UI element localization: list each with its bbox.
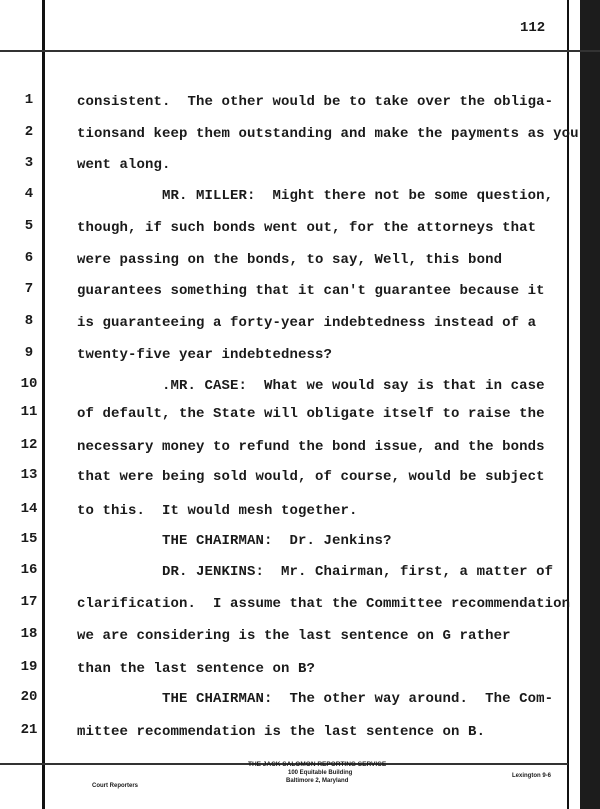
line-number: 7 [24, 281, 34, 297]
transcript-line: consistent. The other would be to take over the obliga- [77, 94, 554, 110]
footer-company: THE JACK SALOMON REPORTING SERVICE [248, 761, 387, 768]
header-rule [0, 50, 600, 52]
line-number: 5 [24, 218, 34, 234]
transcript-line: clarification. I assume that the Committee recommendation [77, 596, 571, 612]
transcript-line: to this. It would mesh together. [77, 503, 358, 519]
line-number: 8 [24, 313, 34, 329]
scan-edge [580, 0, 600, 809]
line-number: 3 [24, 155, 34, 171]
line-number: 20 [20, 689, 38, 705]
transcript-line: is guaranteeing a forty-year indebtedness instead of a [77, 315, 537, 331]
transcript-line: went along. [77, 157, 171, 173]
footer-address1: 100 Equitable Building [288, 770, 353, 776]
transcript-line: though, if such bonds went out, for the attorneys that [77, 220, 537, 236]
right-margin-rule [567, 0, 569, 809]
line-number: 9 [24, 345, 34, 361]
transcript-line: tionsand keep them outstanding and make the payments as you [77, 126, 579, 142]
transcript-line: guarantees something that it can't guarantee because it [77, 283, 545, 299]
transcript-line: DR. JENKINS: Mr. Chairman, first, a matter of [77, 564, 554, 580]
line-number: 12 [20, 437, 38, 453]
transcript-line: were passing on the bonds, to say, Well, this bond [77, 252, 503, 268]
line-number: 4 [24, 186, 34, 202]
page-number: 112 [520, 20, 546, 36]
transcript-line: mittee recommendation is the last sentence on B. [77, 724, 486, 740]
line-number: 17 [20, 594, 38, 610]
footer-left-label: Court Reporters [92, 783, 139, 789]
line-number: 15 [20, 531, 38, 547]
transcript-line: twenty-five year indebtedness? [77, 347, 333, 363]
line-number: 2 [24, 124, 34, 140]
line-number: 10 [20, 376, 38, 392]
transcript-line: that were being sold would, of course, would be subject [77, 469, 545, 485]
footer-address2: Baltimore 2, Maryland [286, 778, 349, 784]
line-number: 13 [20, 467, 38, 483]
line-number: 11 [20, 404, 38, 420]
transcript-line: of default, the State will obligate itself to raise the [77, 406, 545, 422]
line-number: 6 [24, 250, 34, 266]
transcript-line: necessary money to refund the bond issue, and the bonds [77, 439, 545, 455]
line-number: 1 [24, 92, 34, 108]
line-number: 18 [20, 626, 38, 642]
transcript-line: than the last sentence on B? [77, 661, 316, 677]
transcript-line: .MR. CASE: What we would say is that in case [77, 378, 545, 394]
transcript-line: THE CHAIRMAN: The other way around. The Com- [77, 691, 554, 707]
line-number: 21 [20, 722, 38, 738]
line-number: 16 [20, 562, 38, 578]
footer-phone: Lexington 9-6 [512, 773, 552, 779]
transcript-line: THE CHAIRMAN: Dr. Jenkins? [77, 533, 392, 549]
transcript-line: we are considering is the last sentence on G rather [77, 628, 511, 644]
line-number: 19 [20, 659, 38, 675]
transcript-line: MR. MILLER: Might there not be some question, [77, 188, 554, 204]
line-number: 14 [20, 501, 38, 517]
